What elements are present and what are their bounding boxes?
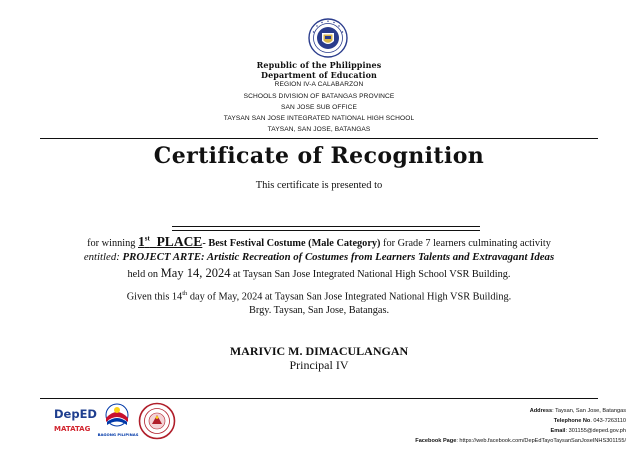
given-pre: Given this 14 — [126, 291, 183, 303]
signatory-position: Principal IV — [289, 358, 349, 372]
recipient-name-line — [172, 226, 480, 231]
certificate-title: Certificate of Recognition — [153, 143, 485, 169]
given-line — [0, 290, 638, 302]
entitled-label: entitled: — [83, 251, 123, 263]
footer-telephone — [554, 416, 626, 427]
email-value: : 301155@deped.gov.ph — [565, 428, 626, 434]
deped-logo-text: DepED — [54, 407, 97, 421]
presented-text: This certificate is presented to — [255, 180, 383, 191]
school-address-line: TAYSAN, SAN JOSE, BATANGAS — [267, 126, 371, 133]
republic-heading: Republic of the Philippines — [256, 60, 382, 70]
footer-divider — [40, 398, 598, 399]
project-title: PROJECT ARTE: Artistic Recreation of Costumes from Learners Talents and Extravagant Ideas — [122, 251, 555, 263]
given-suffix: th — [182, 290, 188, 297]
facebook-value[interactable]: : https://web.facebook.com/DepEdTayoTaysanSanJoseINHS301155/ — [456, 438, 626, 444]
held-line — [0, 266, 638, 281]
place-word: PLACE — [156, 234, 203, 249]
award-text: - Best Festival Costume (Male Category) — [202, 238, 381, 249]
footer-email — [551, 426, 626, 437]
held-at-text: at Taysan San Jose Integrated National High School VSR Building. — [230, 269, 511, 280]
matatag-logo-text: MATATAG — [54, 425, 91, 433]
bagong-pilipinas-text: BAGONG PILIPINAS — [97, 432, 139, 437]
facebook-label: Facebook Page — [415, 438, 457, 444]
given-address-line: Brgy. Taysan, San Jose, Batangas. — [248, 305, 390, 316]
sub-office-line: SAN JOSE SUB OFFICE — [281, 104, 357, 111]
division-line: SCHOOLS DIVISION OF BATANGAS PROVINCE — [243, 93, 395, 100]
department-heading: Department of Education — [261, 70, 377, 80]
address-label: Address — [529, 408, 553, 414]
for-winning-text: for winning — [87, 238, 138, 249]
deped-seal-icon — [308, 18, 348, 58]
address-value: : Taysan, San Jose, Batangas — [552, 408, 626, 414]
bagong-pilipinas-logo-icon — [100, 402, 134, 432]
place-suffix: st — [144, 234, 150, 243]
header-divider — [40, 138, 598, 139]
given-post: day of May, 2024 at Taysan San Jose Integrated National High VSR Building. — [187, 291, 512, 303]
deped-matatag-logo — [54, 402, 98, 442]
footer-address — [530, 406, 626, 417]
grade-text: for Grade 7 learners culminating activity — [380, 238, 551, 249]
telephone-label: Telephone No — [553, 418, 591, 424]
signatory-name: MARIVIC M. DIMACULANGAN — [229, 344, 409, 358]
held-on-text: held on — [127, 269, 161, 280]
email-label: Email — [550, 428, 566, 434]
place-number: 1st PLACE — [138, 234, 203, 249]
telephone-value: . 043-7263110 — [590, 418, 626, 424]
school-seal-icon — [138, 402, 176, 440]
school-name-line: TAYSAN SAN JOSE INTEGRATED NATIONAL HIGH SCHOOL — [223, 115, 415, 122]
region-line: REGION IV-A CALABARZON — [274, 81, 364, 88]
footer-facebook — [415, 436, 626, 447]
entitled-line — [0, 251, 638, 263]
event-date: May 14, 2024 — [160, 266, 231, 280]
winning-line — [0, 234, 638, 250]
